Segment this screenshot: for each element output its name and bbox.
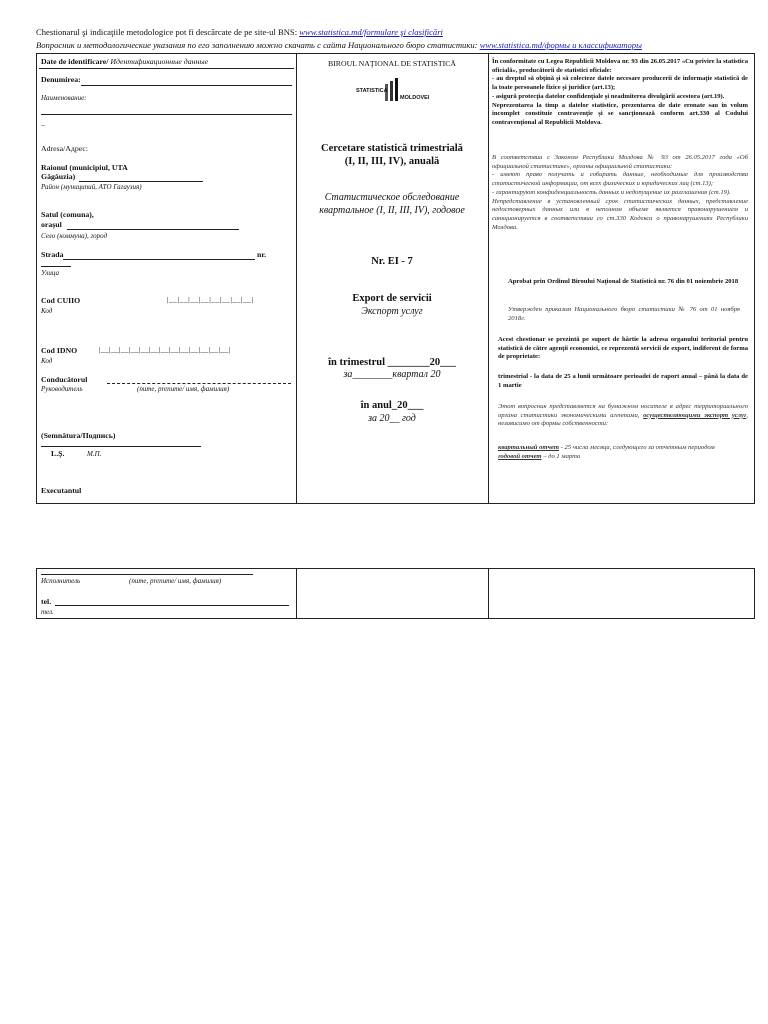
village-label-ru: Село (коммуна), город [41,232,108,240]
village-label: Satul (comuna), [41,210,94,219]
director-label: Conducătorul [41,375,88,384]
deadline-ru: квартальный отчет - 25 числа месяца, следующего за отчетным периодом годовой отчет – до 1 марта [498,444,715,460]
approval-ru: Утвержден приказом Национального бюро статистики № 76 от 01 ноября 2018г. [508,306,740,322]
phone-label: tel. [41,597,52,606]
director-name-hint: (nume, prenume/ имя, фамилия) [137,385,230,393]
idno-label: Cod IDNO [41,346,78,355]
year-field-ro[interactable]: în anul_20___ [360,400,424,411]
village-label-2: oraşul [41,220,62,229]
executor-name-hint: (nume, prenume/ имя, фамилия) [129,577,222,585]
stamp-label: L.Ş. [51,449,65,458]
raion-label: Raionul (municipiul, UTA [41,163,128,172]
raion-label-ru: Район (муниципий, АТО Гагаузия) [41,183,142,191]
phone-input[interactable] [55,605,289,606]
bns-logo: STATISTICA MOLDOVEI [356,78,432,102]
year-field-ru: за 20__ год [368,413,416,424]
executor-input[interactable] [41,574,253,575]
cuiio-label-ru: Код [41,307,53,315]
cuiio-label: Cod CUIIO [41,296,81,305]
village-input[interactable] [67,229,239,230]
bns-name: BIROUL NAŢIONAL DE STATISTICĂ [327,59,457,68]
signature-input[interactable] [41,446,201,447]
deadline-ro: trimestrial - la data de 25 a lunii următoare perioadei de raport anual – până la data de 1 martie [498,373,748,389]
title-column [296,54,489,503]
raion-input[interactable] [79,181,203,182]
executor-cell [37,569,297,618]
stamp-label-ru: М.П. [87,450,102,458]
approval-ro: Aprobat prin Ordinul Biroului Naţional de Statistică nr. 76 din 01 noiembrie 2018 [508,278,739,285]
law-text-ro: În conformitate cu Legea Republicii Moldova nr. 93 din 26.05.2017 «Cu privire la statistica oficială», producătorii de statistici oficiale: - au dreptul să obţină şi să colecteze datele necesare producerii de informaţie statistică de la toate persoanele fizice şi juridice (art.13); - asigură protecţia datelor confidenţiale şi neadmiterea divulgării acestora (art.19). Neprezentarea la timp a datelor statistice, prezentarea de date eronate sau în volum incomplet constituie contravenţie şi se sancţionează conform art.330 al Codului contravenţional al Republicii Moldova. [492,58,748,126]
director-label-ru: Руководитель [41,385,83,393]
page-header [36,26,756,52]
quarter-field-ru: за________квартал 20 [343,369,441,380]
law-text-ru: В соответствии с Законом Республики Молдова № 93 от 26.05.2017 года «Об официальной статистике», органы официальной статистики: - имеют право получать и собирать данные, необходимые для производства статистической информации, от всех физических и юридических лиц (ст.13); - гарантируют конфиденциальность данных и недопущение их разглашения (ст.19). Непредставление в установленный срок статистических данных, представление недостоверных данных или в неполном объеме является правонарушением и санкционируется в соответствии со ст.330 Кодекса о правонарушениях Республики Молдова. [492,154,748,231]
street-label-ru: Улица [41,269,59,277]
name-label: Denumirea: [41,75,81,84]
name-input[interactable] [81,85,292,86]
form-name-ro: Export de servicii [352,293,432,304]
form-name-ru: Экспорт услуг [361,306,423,317]
legal-column [488,54,754,503]
signature-label: (Semnătura/Подпись) [41,431,116,440]
executor-label: Executantul [41,486,82,495]
executor-label-ru: Исполнитель [41,577,81,585]
identification-column: Date de identificare/ Идентификационные данные Denumirea: Наименование: – Adresa/Адрес: Raionul (municipiul, UTA Găgăuzia) Район (муниципий, АТО Гагаузия) Satul (comuna), oraşul Село (коммуна), город Strada nr. Улица Cod CUIIO Код |__|__|__|__|__|__|__|__| Cod IDNO Код |__|__|__|__|__|__|__|__|__|__|__|__|__| Conducătorul Руководитель (nume, prenume/ имя, фамилия) (Semnătura/Подпись) L.Ş. М.П. Executantul [37,54,297,503]
idno-input[interactable]: |__|__|__|__|__|__|__|__|__|__|__|__|__| [99,345,231,354]
divider [39,68,294,69]
name-input-2[interactable] [41,114,292,115]
empty-cell-middle [296,569,489,618]
download-note-ru: Вопросник и методологические указания по его заполнению можно скачать с сайта Национального бюро статистики: www.statistica.md/формы и классификаторы [36,40,642,50]
form-code: Nr. EI - 7 [371,256,413,267]
street-input-2[interactable] [41,266,71,267]
cuiio-input[interactable]: |__|__|__|__|__|__|__|__| [167,295,254,304]
street-number-label: nr. [257,250,267,259]
submission-ro: Acest chestionar se prezintă pe suport de hârtie la adresa organului teritorial pentru statistică de către agenţii economici, ce reprezentă servicii de export, indiferent de forma de proprietate: [498,336,748,361]
download-link-ro[interactable]: www.statistica.md/formulare şi clasificări [299,27,443,37]
id-data-label: Date de identificare/ Идентификационные данные [41,57,209,66]
street-label: Strada [41,250,64,259]
quarter-field-ro[interactable]: în trimestrul ________20___ [328,357,456,368]
director-input[interactable] [107,383,291,384]
address-label: Adresa/Адрес: [41,144,89,153]
survey-title-ro: Cercetare statistică trimestrială (I, II, III, IV), anuală [321,143,463,167]
street-input[interactable] [63,259,255,260]
executor-table [36,568,755,619]
form-table [36,53,755,504]
name-label-ru: Наименование: [41,94,87,102]
download-note-ro: Chestionarul şi indicaţiile metodologice pot fi descărcate de pe site-ul BNS: www.statistica.md/formulare şi clasificări [36,27,443,37]
phone-label-ru: тел. [41,608,54,616]
download-link-ru[interactable]: www.statistica.md/формы и классификаторы [479,40,642,50]
submission-ru: Этот вопросник представляется на бумажном носителе в адрес территориального органа статистики экономическими агентами, осуществляющими экспорт услуг, независимо от формы собственности: [498,403,748,428]
idno-label-ru: Код [41,357,53,365]
survey-title-ru: Статистическое обследование квартальное (I, II, III, IV), годовое [319,192,465,216]
raion-label-2: Găgăuzia) [41,172,76,181]
